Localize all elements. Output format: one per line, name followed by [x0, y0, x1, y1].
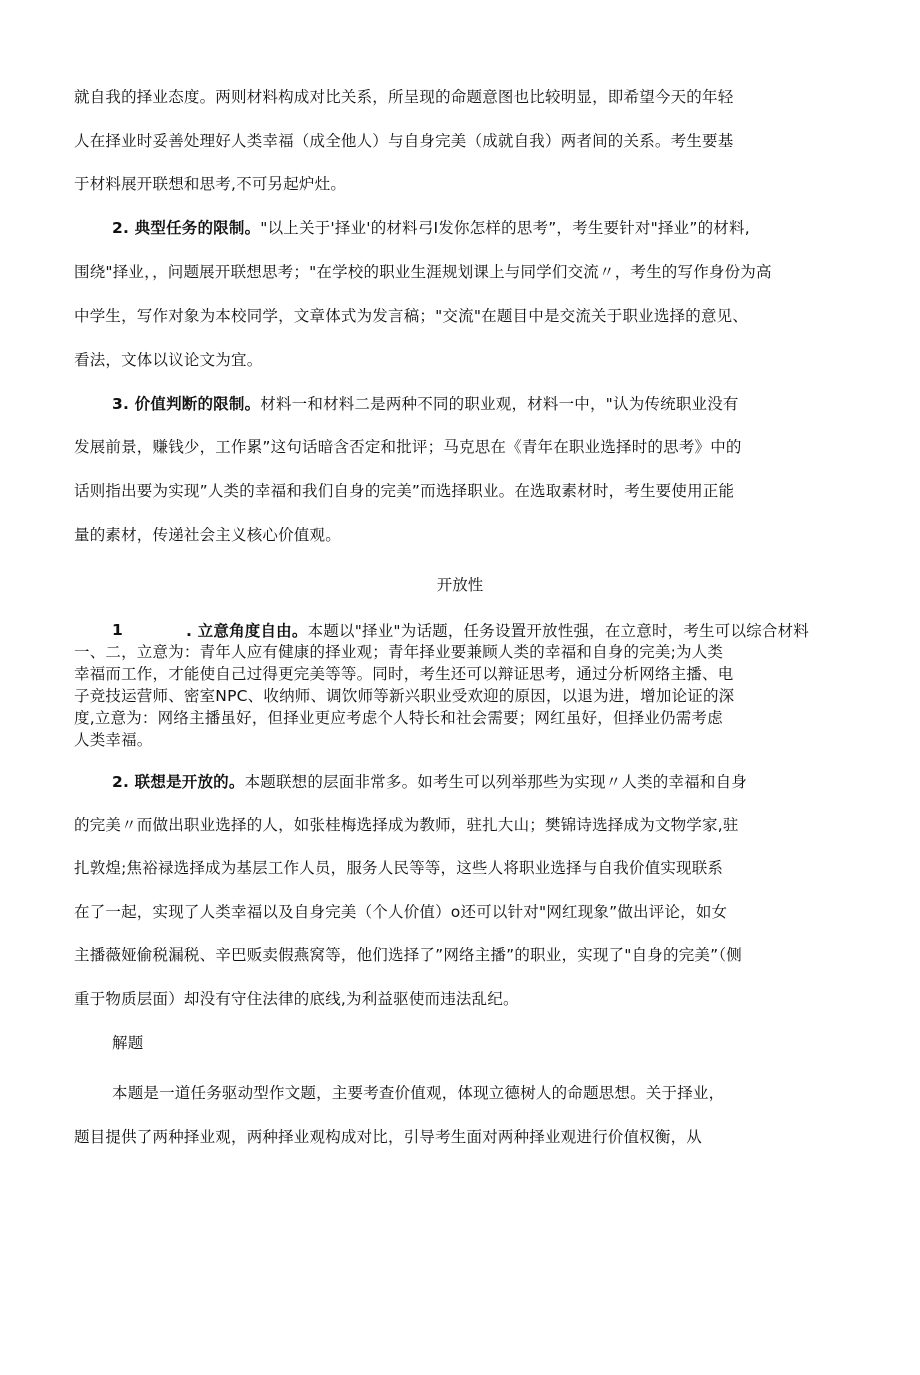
p4-number: 1: [112, 621, 123, 639]
p3-line-3: 话则指出要为实现”人类的幸福和我们自身的完美”而选择职业。在选取素材时，考生要使用正能: [74, 482, 735, 500]
p2-line-1: [112, 218, 750, 238]
p4-heading: . 立意角度自由。: [186, 622, 308, 640]
p3-line-2: 发展前景，赚钱少，工作累”这句话暗含否定和批评；马克思在《青年在职业选择时的思考》中的: [74, 438, 742, 456]
p5-line-3: 扎敦煌;焦裕禄选择成为基层工作人员，服务人民等等，这些人将职业选择与自我价值实现联系: [74, 859, 724, 877]
p4-line-2: 一、二，立意为：青年人应有健康的择业观；青年择业要兼顾人类的幸福和自身的完美;为人类: [74, 643, 724, 661]
jieti-line-1: 本题是一道任务驱动型作文题，主要考查价值观，体现立德树人的命题思想。关于择业，: [112, 1084, 725, 1102]
jieti-title: 解题: [112, 1034, 144, 1052]
p1-line-3: 于材料展开联想和思考,不可另起炉灶。: [74, 175, 347, 193]
section-title: 开放性: [436, 576, 484, 594]
p5-line-1: [112, 772, 747, 792]
p4-line-1-text: 本题以"择业"为话题，任务设置开放性强，在立意时，考生可以综合材料: [307, 622, 809, 640]
p5-line-1-text: 本题联想的层面非常多。如考生可以列举那些为实现〃人类的幸福和自身: [244, 773, 747, 791]
p1-line-2: 人在择业时妥善处理好人类幸福（成全他人）与自身完美（成就自我）两者间的关系。考生要基: [74, 132, 734, 150]
p3-line-1: [112, 394, 739, 414]
p4-line-3: 幸福而工作，才能使自己过得更完美等等。同时，考生还可以辩证思考，通过分析网络主播、电: [74, 665, 734, 683]
p3-line-4: 量的素材，传递社会主义核心价值观。: [74, 526, 341, 544]
jieti-line-2: 题目提供了两种择业观，两种择业观构成对比，引导考生面对两种择业观进行价值权衡，从: [74, 1128, 703, 1146]
p4-line-5: 度,立意为：网络主播虽好，但择业更应考虑个人特长和社会需要；网红虽好，但择业仍需考虑: [74, 709, 723, 727]
p3-heading: 3. 价值判断的限制。: [112, 395, 261, 413]
p4-line-1: [186, 621, 809, 641]
p5-line-5: 主播薇娅偷税漏税、辛巴贩卖假燕窝等，他们选择了”网络主播”的职业，实现了"自身的完美”（侧: [74, 946, 742, 964]
p5-line-4: 在了一起，实现了人类幸福以及自身完美（个人价值）o还可以针对"网红现象”做出评论，如女: [74, 903, 728, 921]
p3-line-1-text: 材料一和材料二是两种不同的职业观，材料一中，"认为传统职业没有: [260, 395, 739, 413]
p4-line-4: 子竞技运营师、密室NPC、收纳师、调饮师等新兴职业受欢迎的原因，以退为进，增加论证的深: [74, 687, 735, 705]
p2-heading: 2. 典型任务的限制。: [112, 219, 261, 237]
p5-line-6: 重于物质层面）却没有守住法律的底线,为利益驱使而违法乱纪。: [74, 990, 519, 1008]
p2-line-2: 围绕"择业，，问题展开联想思考；"在学校的职业生涯规划课上与同学们交流〃，考生的写作身份为高: [74, 263, 772, 281]
p5-line-2: 的完美〃而做出职业选择的人，如张桂梅选择成为教师，驻扎大山；樊锦诗选择成为文物学家,驻: [74, 816, 739, 834]
p2-line-4: 看法，文体以议论文为宜。: [74, 351, 263, 369]
p1-line-1: 就自我的择业态度。两则材料构成对比关系，所呈现的命题意图也比较明显，即希望今天的年轻: [74, 88, 734, 106]
p4-line-6: 人类幸福。: [74, 731, 153, 749]
p2-line-3: 中学生，写作对象为本校同学，文章体式为发言稿；"交流"在题目中是交流关于职业选择的意见、: [74, 307, 749, 325]
p2-line-1-text: "以上关于'择业'的材料弓I发你怎样的思考”，考生要针对"择业”的材料,: [260, 219, 750, 237]
p5-heading: 2. 联想是开放的。: [112, 773, 245, 791]
